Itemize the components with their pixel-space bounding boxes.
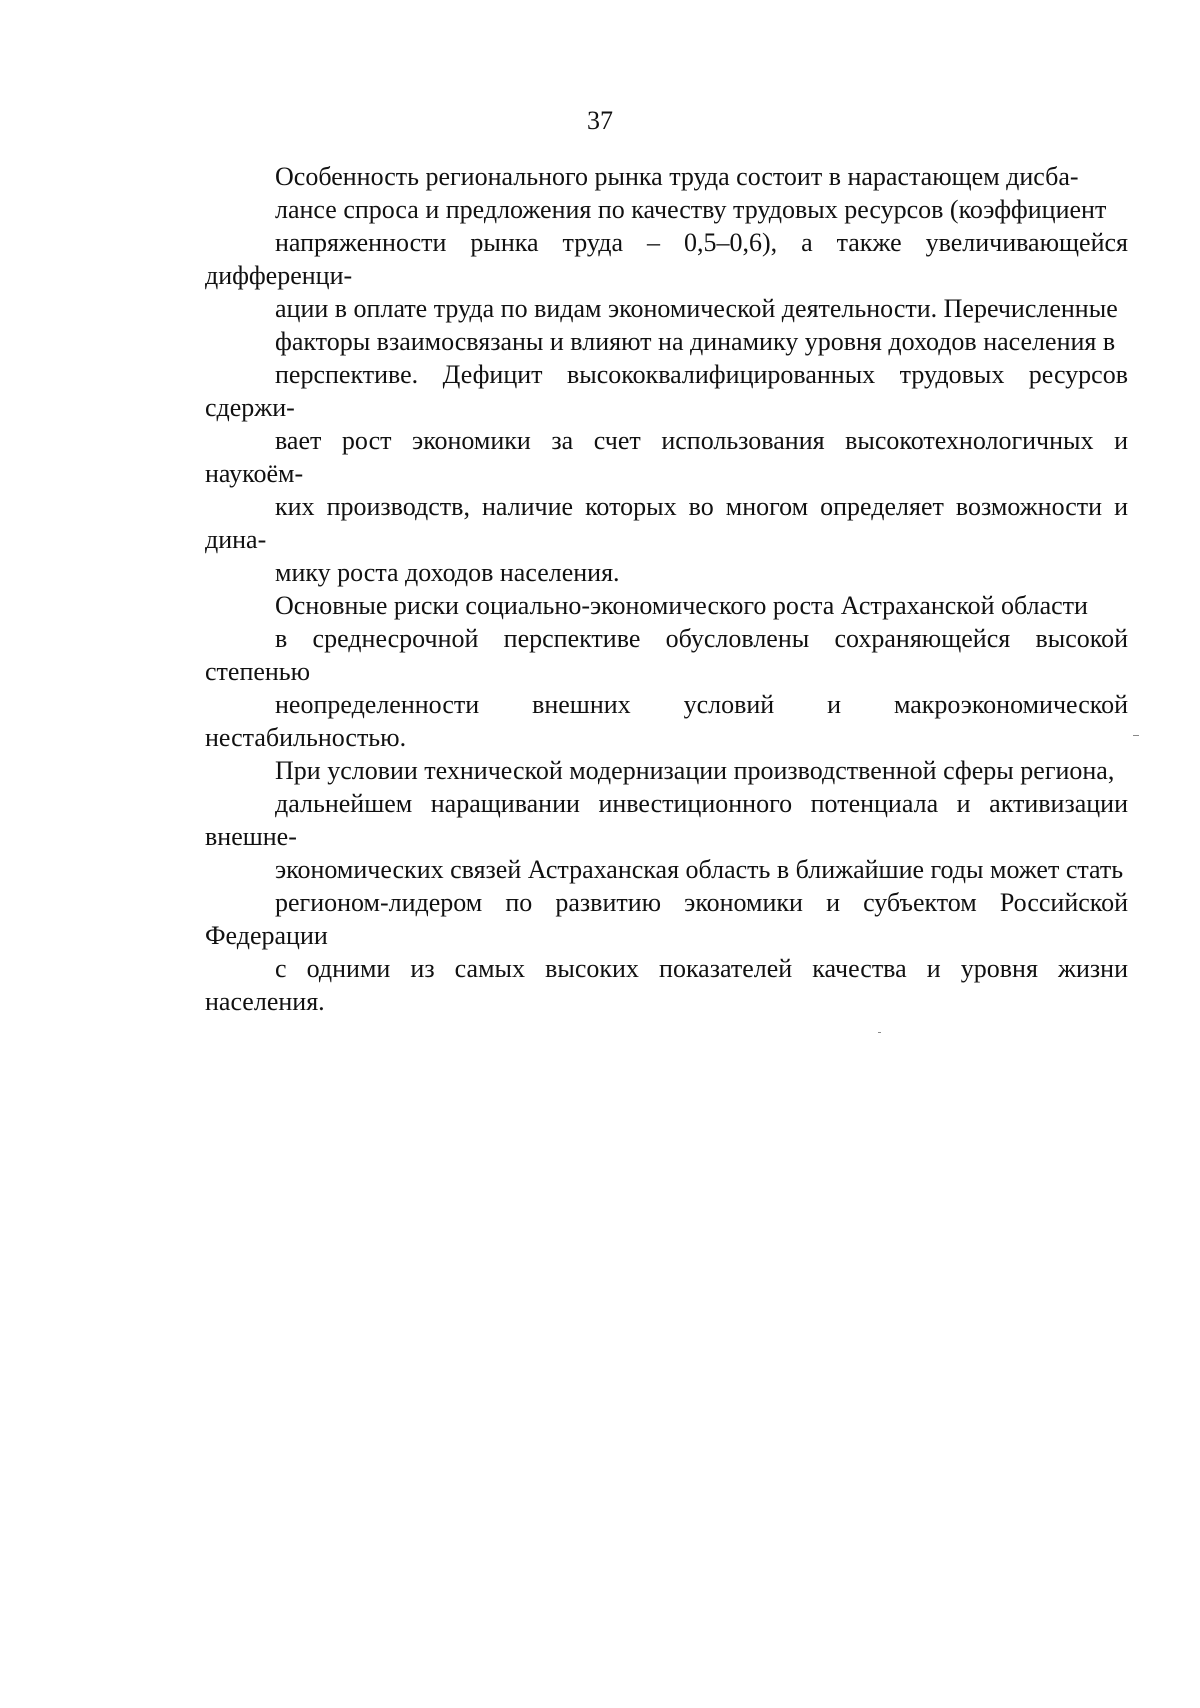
text-line: неопределенности внешних условий и макроэкономической нестабильностью. — [205, 690, 1128, 752]
paragraph-labor-market — [205, 160, 1128, 589]
text-line: Особенность регионального рынка труда состоит в нарастающем дисба- — [275, 162, 1079, 191]
text-line: перспективе. Дефицит высококвалифицированных трудовых ресурсов сдержи- — [205, 360, 1128, 422]
text-line: факторы взаимосвязаны и влияют на динамику уровня доходов населения в — [275, 327, 1116, 356]
scan-mark — [878, 1032, 881, 1033]
scan-mark — [1133, 735, 1139, 736]
paragraph-regional-risks — [205, 589, 1128, 1018]
text-line: в среднесрочной перспективе обусловлены сохраняющейся высокой степенью — [205, 624, 1128, 686]
text-line: ких производств, наличие которых во многом определяет возможности и дина- — [205, 492, 1128, 554]
text-line: с одними из самых высоких показателей качества и уровня жизни населения. — [205, 954, 1128, 1016]
text-line: дальнейшем наращивании инвестиционного потенциала и активизации внешне- — [205, 789, 1128, 851]
text-line: ации в оплате труда по видам экономической деятельности. Перечисленные — [275, 294, 1118, 323]
document-body — [205, 160, 1128, 1018]
text-line: экономических связей Астраханская область в ближайшие годы может стать — [275, 855, 1124, 884]
text-line: Основные риски социально-экономического роста Астраханской области — [275, 591, 1088, 620]
text-line: регионом-лидером по развитию экономики и субъектом Российской Федерации — [205, 888, 1128, 950]
text-line: напряженности рынка труда – 0,5–0,6), а также увеличивающейся дифференци- — [205, 228, 1128, 290]
text-line: мику роста доходов населения. — [275, 558, 620, 587]
text-line: лансе спроса и предложения по качеству трудовых ресурсов (коэффициент — [275, 195, 1107, 224]
text-line: При условии технической модернизации производственной сферы региона, — [275, 756, 1115, 785]
page-number: 37 — [587, 106, 613, 135]
text-line: вает рост экономики за счет использования высокотехнологичных и наукоём- — [205, 426, 1128, 488]
